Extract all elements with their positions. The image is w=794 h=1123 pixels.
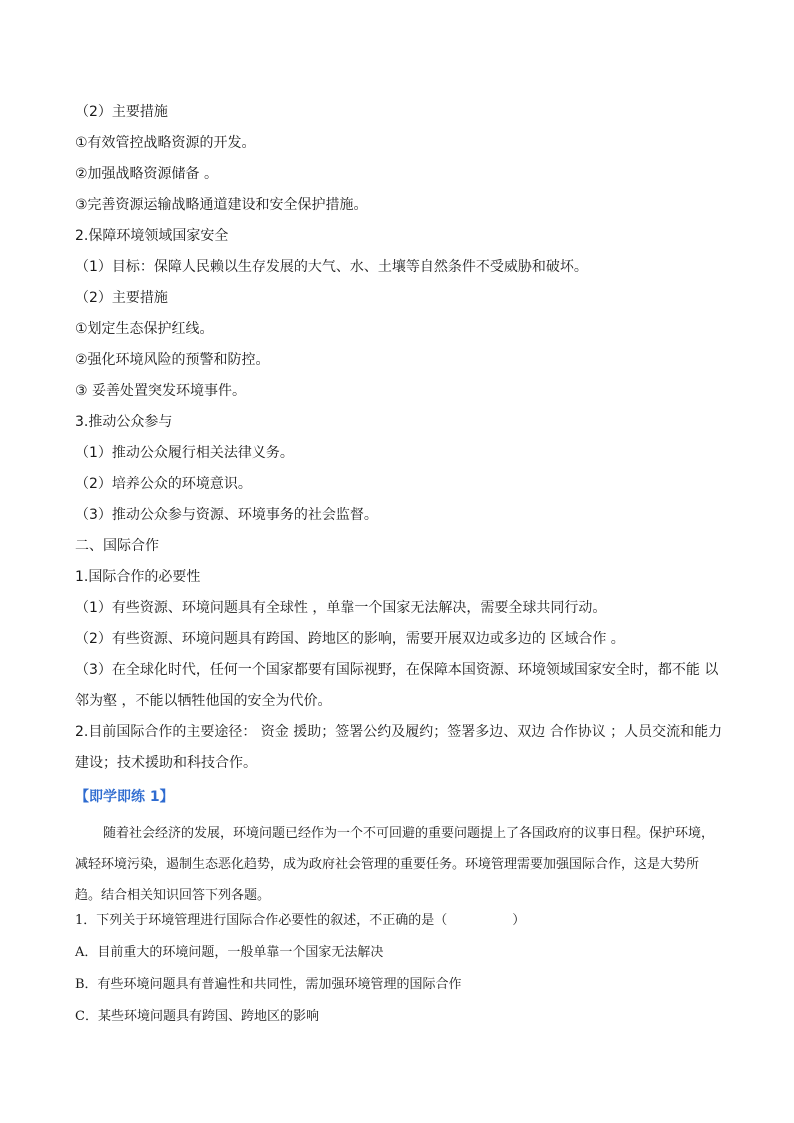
text-line: （1）推动公众履行相关法律义务。 — [75, 445, 294, 461]
text-line: （3）推动公众参与资源、环境事务的社会监督。 — [75, 507, 378, 523]
text-line: ③完善资源运输战略通道建设和安全保护措施。 — [75, 197, 368, 213]
question-option: C．某些环境问题具有跨国、跨地区的影响 — [75, 1009, 319, 1024]
text-line: ①有效管控战略资源的开发。 — [75, 135, 256, 151]
text-line: ②加强战略资源储备 。 — [75, 166, 219, 182]
text-line: （2）有些资源、环境问题具有跨国、跨地区的影响，需要开展双边或多边的 区域合作 。 — [75, 631, 625, 647]
text-line: ②强化环境风险的预警和防控。 — [75, 352, 270, 368]
text-line: （2）主要措施 — [75, 104, 168, 120]
practice-label: 【即学即练 1】 — [75, 789, 174, 805]
reading-passage: 随着社会经济的发展，环境问题已经作为一个不可回避的重要问题提上了各国政府的议事日程。保护环境，减轻环境污染，遏制生态恶化趋势，成为政府社会管理的重要任务。环境管理需要加强国际合作，这是大势所趋。结合相关知识回答下列各题。 — [75, 826, 715, 903]
question-option: B．有些环境问题具有普遍性和共同性，需加强环境管理的国际合作 — [75, 977, 462, 992]
text-paragraph: 2.目前国际合作的主要途径： 资金 援助；签署公约及履约；签署多边、双边 合作协议 ；人员交流和能力建设；技术援助和科技合作。 — [75, 724, 723, 771]
text-line: 1.国际合作的必要性 — [75, 569, 201, 585]
text-line: ③ 妥善处置突发环境事件。 — [75, 383, 247, 399]
text-line: （2）主要措施 — [75, 290, 168, 306]
text-paragraph: （3）在全球化时代，任何一个国家都要有国际视野，在保障本国资源、环境领域国家安全时，都不能 以邻为壑 ，不能以牺牲他国的安全为代价。 — [75, 662, 719, 709]
question-option: A．目前重大的环境问题，一般单靠一个国家无法解决 — [75, 945, 384, 960]
text-line: 3.推动公众参与 — [75, 414, 173, 430]
section-heading: 二、国际合作 — [75, 538, 159, 554]
question-stem: 1．下列关于环境管理进行国际合作必要性的叙述，不正确的是（ ） — [75, 913, 526, 928]
text-line: （1）有些资源、环境问题具有全球性 ，单靠一个国家无法解决，需要全球共同行动。 — [75, 600, 607, 616]
text-line: （2）培养公众的环境意识。 — [75, 476, 252, 492]
text-line: ①划定生态保护红线。 — [75, 321, 214, 337]
text-line: 2.保障环境领域国家安全 — [75, 228, 229, 244]
text-line: （1）目标：保障人民赖以生存发展的大气、水、土壤等自然条件不受威胁和破坏。 — [75, 259, 588, 275]
